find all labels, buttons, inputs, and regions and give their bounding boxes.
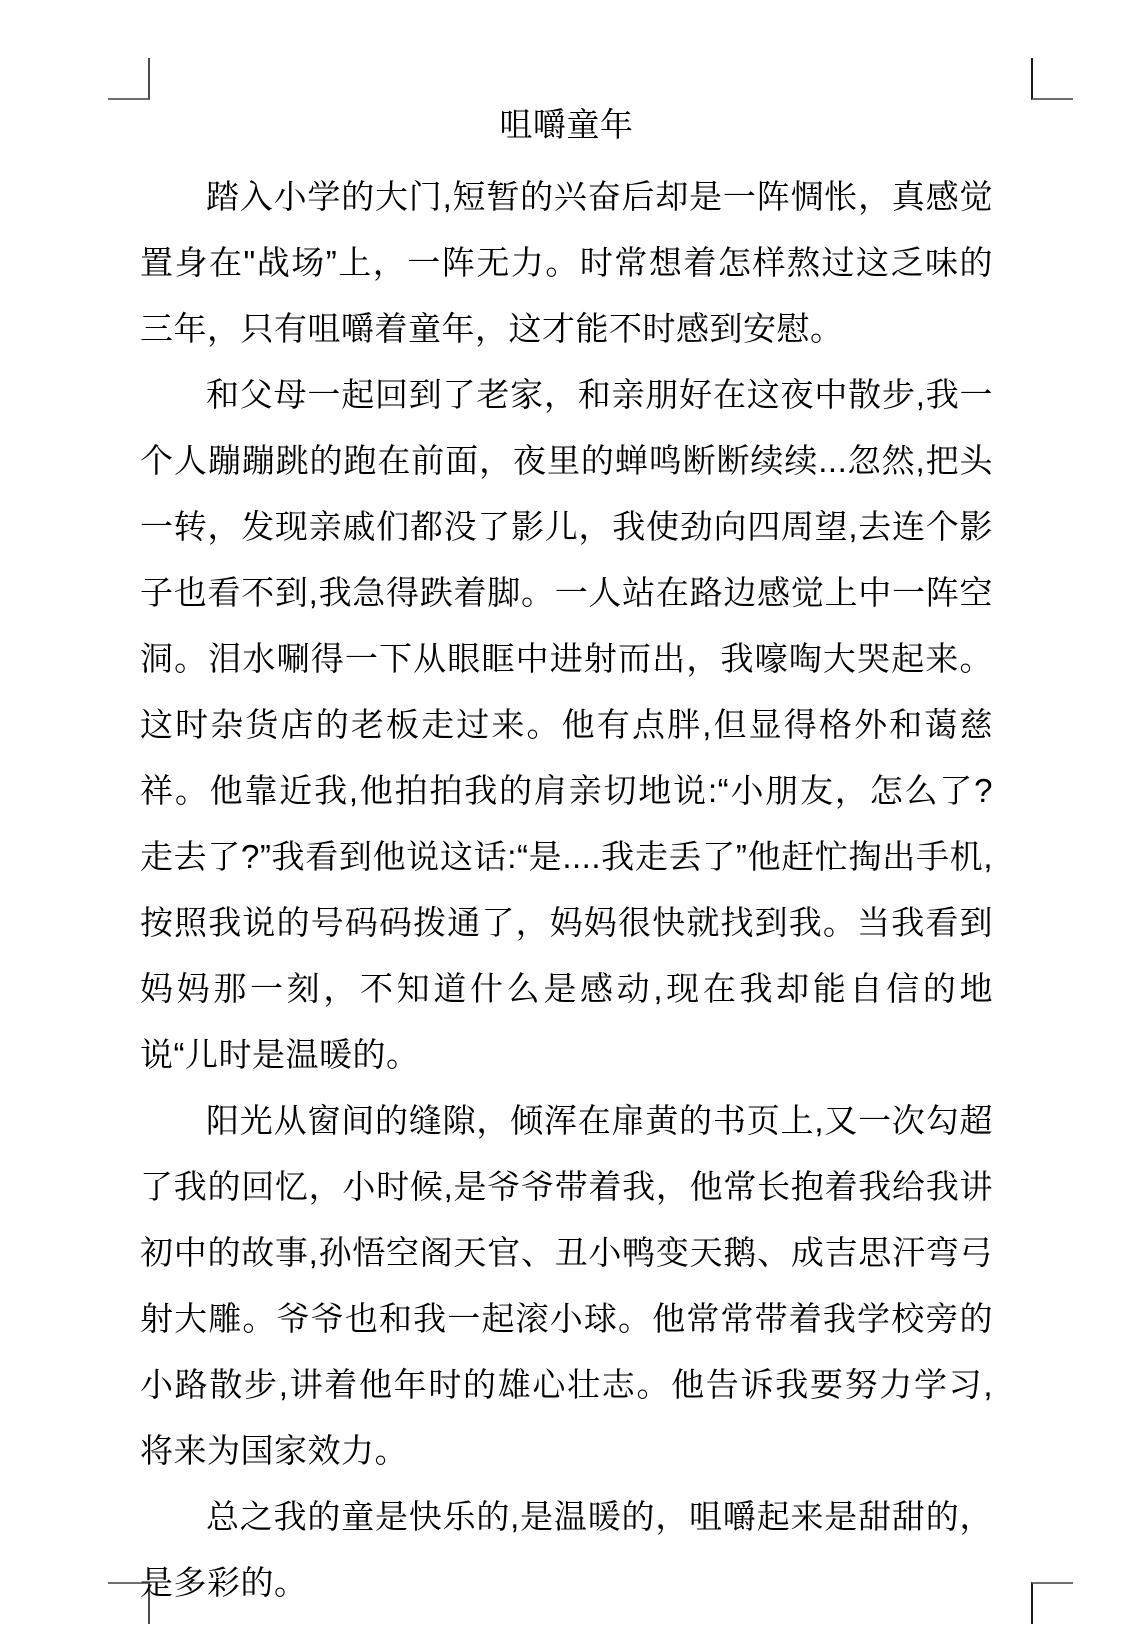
paragraph-1: 踏入小学的大门,短暂的兴奋后却是一阵惆怅，真感觉置身在"战场”上，一阵无力。时常想着怎样熬过这乏味的三年，只有咀嚼着童年，这才能不时感到安慰。: [140, 178, 993, 347]
paragraph-4: 总之我的童是快乐的,是温暖的，咀嚼起来是甜甜的，是多彩的。: [140, 1498, 993, 1601]
paragraph-3: 阳光从窗间的缝隙，倾浑在扉黄的书页上,又一次勾超了我的回忆，小时候,是爷爷带着我，他常长抱着我给我讲初中的故事,孙悟空阁天官、丑小鸭变天鹅、成吉思汗弯弓射大雕。爷爷也和我一起滚小球。他常常带着我学校旁的小路散步,讲着他年时的雄心壮志。他告诉我要努力学习,将来为国家效力。: [140, 1102, 993, 1469]
text-boundary-mark-bottom-right: [1031, 1582, 1073, 1624]
text-boundary-mark-top-right: [1031, 58, 1073, 100]
paragraph-2: 和父母一起回到了老家，和亲朋好在这夜中散步,我一个人蹦蹦跳的跑在前面，夜里的蝉鸣断断续续...忽然,把头一转，发现亲戚们都没了影儿，我使劲向四周望,去连个影子也看不到,我急得跌着脚。一人站在路边感觉上中一阵空洞。泪水唰得一下从眼眶中进射而出，我嚎啕大哭起来。这时杂货店的老板走过来。他有点胖,但显得格外和蔼慈祥。他靠近我,他拍拍我的肩亲切地说:“小朋友，怎么了?走去了?”我看到他说这话:“是....我走丢了”他赶忙掏出手机,按照我说的号码码拨通了，妈妈很快就找到我。当我看到妈妈那一刻，不知道什么是感动,现在我却能自信的地说“儿时是温暖的。: [140, 376, 993, 1073]
document-title: 咀嚼童年: [499, 106, 634, 143]
document-body: [140, 92, 993, 1616]
